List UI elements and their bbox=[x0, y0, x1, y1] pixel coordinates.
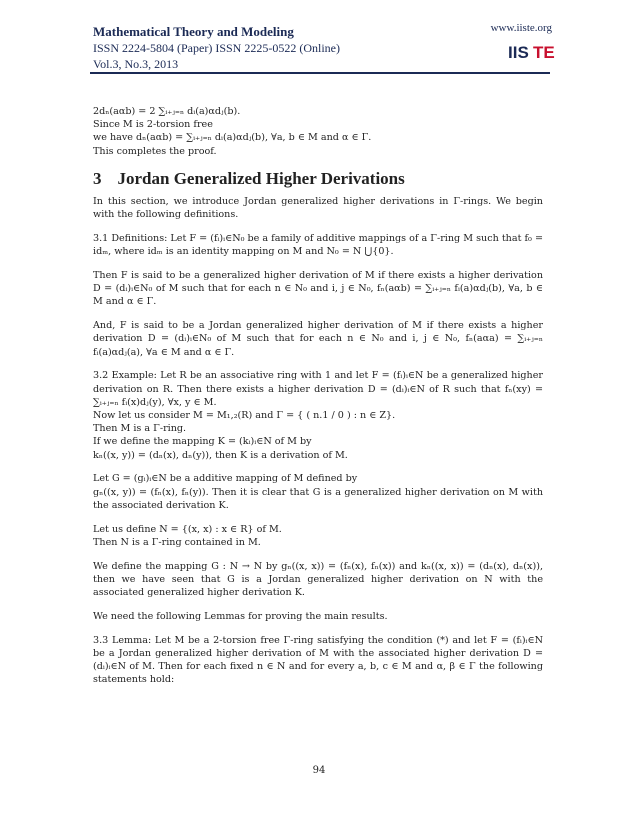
paragraph: Then M is a Γ-ring. bbox=[93, 423, 187, 435]
paragraph: gₙ((x, y)) = (fₙ(x), fₙ(y)). Then it is clear that G is a generalized higher derivation on M with the associated derivation K. bbox=[93, 486, 543, 511]
proof-line: This completes the proof. bbox=[93, 145, 217, 157]
paragraph: Let G = (gᵢ)ᵢ∈N be a additive mapping of M defined by bbox=[93, 473, 358, 485]
page-number: 94 bbox=[312, 765, 326, 776]
paragraph: We define the mapping G : N → N by gₙ((x, x)) = (fₙ(x), fₙ(x)) and kₙ((x, x)) = (dₙ(x), dₙ(x)), then we have seen that G is a Jordan generalized higher derivation on N with the associated generalized higher derivation K. bbox=[93, 560, 543, 599]
paragraph: Now let us consider M = M₁,₂(R) and Γ = { ( n.1 / 0 ) : n ∈ Z}. bbox=[93, 410, 396, 422]
proof-line: we have dₙ(aαb) = ∑ᵢ₊ⱼ₌ₙ dᵢ(a)αdⱼ(b), ∀a, b ∈ M and α ∈ Γ. bbox=[93, 132, 372, 144]
definition-3-1: 3.1 Definitions: Let F = (fᵢ)ᵢ∈N₀ be a family of additive mappings of a Γ-ring M such that f₀ = idₘ, where idₘ is an identity mapping on M and N₀ = N ⋃{0}. bbox=[93, 233, 543, 258]
lemma-3-3: 3.3 Lemma: Let M be a 2-torsion free Γ-ring satisfying the condition (*) and let F = (fᵢ)ᵢ∈N be a Jordan generalized higher derivation of M with the associated higher derivation D = (dᵢ)ᵢ∈N of M. Then for each fixed n ∈ N and for every a, b, c ∈ M and α, β ∈ Γ the following statements hold: bbox=[93, 634, 543, 686]
example-3-2: 3.2 Example: Let R be an associative ring with 1 and let F = (fᵢ)ᵢ∈N be a generalized higher derivation on R. Then there exists a higher derivation D = (dᵢ)ᵢ∈N of R such that fₙ(xy) = ∑ᵢ₊ⱼ₌ₙ fᵢ(x)dⱼ(y), ∀x, y ∈ M. bbox=[93, 370, 543, 408]
journal-url[interactable]: www.iiste.org bbox=[490, 22, 552, 34]
volume-line: Vol.3, No.3, 2013 bbox=[93, 57, 179, 71]
page-body bbox=[93, 105, 543, 686]
journal-title: Mathematical Theory and Modeling bbox=[93, 24, 294, 39]
paragraph: And, F is said to be a Jordan generalized higher derivation of M if there exists a higher derivation D = (dᵢ)ᵢ∈N₀ of M such that for each n ∈ N₀ and i, j ∈ N₀, fₙ(aαa) = ∑ᵢ₊ⱼ₌ₙ fᵢ(a)αdⱼ(a), ∀a ∈ M and α ∈ Γ. bbox=[93, 320, 543, 358]
header-rule bbox=[90, 72, 550, 74]
proof-line: Since M is 2-torsion free bbox=[93, 119, 213, 131]
journal-header bbox=[93, 24, 340, 72]
svg-text:TE: TE bbox=[533, 43, 555, 62]
paragraph: We need the following Lemmas for proving the main results. bbox=[93, 610, 388, 622]
paragraph: kₙ((x, y)) = (dₙ(x), dₙ(y)), then K is a derivation of M. bbox=[93, 449, 348, 461]
section-number: 3 bbox=[93, 168, 102, 188]
paragraph: In this section, we introduce Jordan generalized higher derivations in Γ-rings. We begin with the following definitions. bbox=[93, 196, 543, 221]
proof-line: 2dₙ(aαb) = 2 ∑ᵢ₊ⱼ₌ₙ dᵢ(a)αdⱼ(b). bbox=[93, 106, 241, 117]
svg-text:IIS: IIS bbox=[508, 43, 529, 62]
proof-tail bbox=[93, 105, 543, 158]
paragraph: Let us define N = {(x, x) : x ∈ R} of M. bbox=[93, 523, 282, 535]
paragraph: Then N is a Γ-ring contained in M. bbox=[93, 536, 261, 548]
section-heading bbox=[93, 168, 543, 188]
paragraph: Then F is said to be a generalized higher derivation of M if there exists a higher derivation D = (dᵢ)ᵢ∈N₀ of M such that for each n ∈ N₀ and i, j ∈ N₀, fₙ(aαb) = ∑ᵢ₊ⱼ₌ₙ fᵢ(a)αdⱼ(b), ∀a, b ∈ M and α ∈ Γ. bbox=[93, 270, 543, 308]
section-title: Jordan Generalized Higher Derivations bbox=[117, 168, 405, 188]
iiste-logo-icon bbox=[508, 40, 555, 62]
paragraph: If we define the mapping K = (kᵢ)ᵢ∈N of M by bbox=[93, 436, 312, 448]
issn-line: ISSN 2224-5804 (Paper) ISSN 2225-0522 (Online) bbox=[93, 41, 340, 55]
